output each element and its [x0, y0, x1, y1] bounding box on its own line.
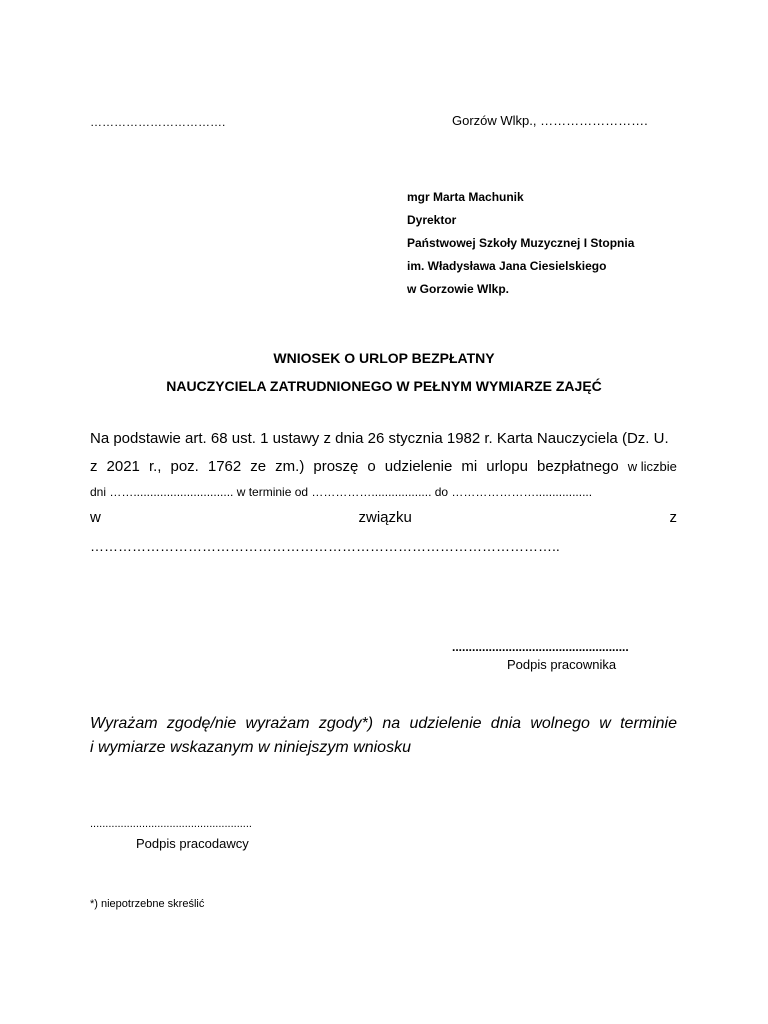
- recipient-city: w Gorzowie Wlkp.: [407, 282, 510, 296]
- word: bezpłatnego: [536, 458, 619, 475]
- recipient-position: Dyrektor: [407, 213, 457, 227]
- word: z: [90, 458, 98, 475]
- word: 2021: [106, 458, 140, 475]
- employee-signature-label: Podpis pracownika: [507, 657, 617, 672]
- employee-signature-dots: .....................................................: [452, 640, 629, 654]
- reason-intro-line: [90, 509, 677, 526]
- employer-signature-label: Podpis pracodawcy: [136, 836, 249, 851]
- footnote: *) niepotrzebne skreślić: [90, 898, 205, 910]
- word: proszę: [313, 458, 359, 475]
- recipient-institution: Państwowej Szkoły Muzycznej I Stopnia: [407, 236, 635, 250]
- word: 1762: [207, 458, 242, 475]
- word: mi: [461, 458, 478, 475]
- word: poz.: [170, 458, 199, 475]
- word: w: [90, 509, 101, 526]
- days-and-dates-field-line: dni …….............................. w terminie od …………….................. do ………………….................: [90, 485, 593, 499]
- employer-signature-dots: .....................................................: [90, 818, 252, 830]
- word: o: [367, 458, 376, 475]
- word: z: [669, 509, 677, 526]
- place-field-dots: …………………………….: [90, 115, 226, 129]
- word: ze: [250, 458, 267, 475]
- request-text-line-2: [90, 458, 677, 475]
- recipient-institution-patron: im. Władysława Jana Ciesielskiego: [407, 259, 607, 273]
- word: r.,: [148, 458, 162, 475]
- word: zm.): [275, 458, 305, 475]
- consent-statement-line-1: Wyrażam zgodę/nie wyrażam zgody*) na udzielenie dnia wolnego w terminie: [90, 715, 677, 732]
- document-title: WNIOSEK O URLOP BEZPŁATNY: [273, 350, 495, 366]
- consent-statement-line-2: i wymiarze wskazanym w niniejszym wniosku: [90, 739, 411, 756]
- word: urlopu: [486, 458, 528, 475]
- request-text-line-1: Na podstawie art. 68 ust. 1 ustawy z dnia 26 stycznia 1982 r. Karta Nauczyciela (Dz. U.: [90, 430, 669, 447]
- word: związku: [358, 509, 412, 526]
- recipient-block: [407, 186, 634, 301]
- word: udzielenie: [384, 458, 453, 475]
- reason-field-dots: ………………………………………………………………………………………..: [90, 538, 560, 554]
- days-count-label: w liczbie: [627, 459, 677, 474]
- recipient-name: mgr Marta Machunik: [407, 190, 524, 204]
- document-subtitle: NAUCZYCIELA ZATRUDNIONEGO W PEŁNYM WYMIARZE ZAJĘĆ: [166, 378, 602, 394]
- place-date-field: Gorzów Wlkp., …………………….: [452, 113, 648, 128]
